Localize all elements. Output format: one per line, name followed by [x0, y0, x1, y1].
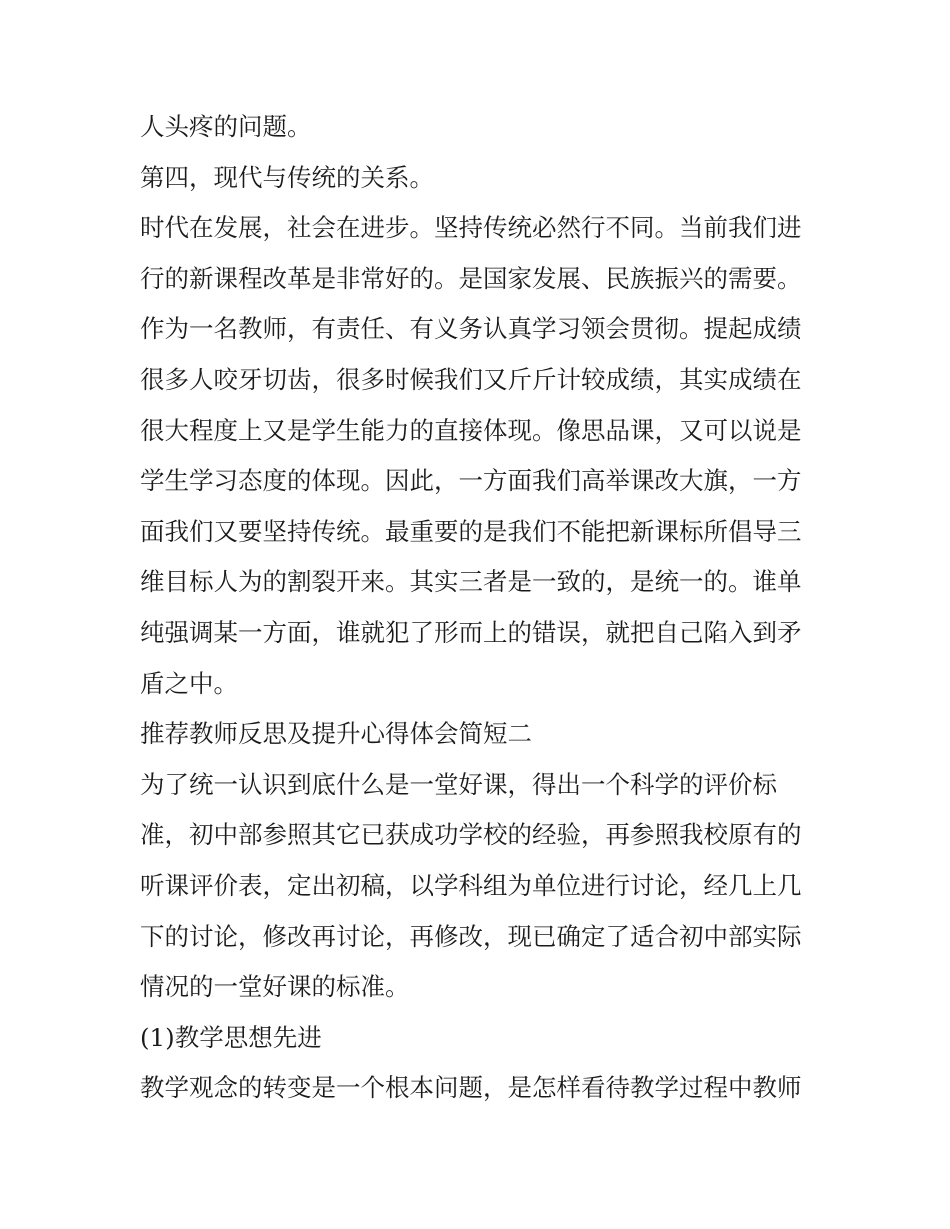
text-line: 情况的一堂好课的标准。 [140, 972, 410, 1002]
subsection-heading: (1)教学思想先进 [140, 1022, 322, 1052]
article-title: 推荐教师反思及提升心得体会简短二 [140, 719, 532, 749]
text-line: 纯强调某一方面，谁就犯了形而上的错误，就把自己陷入到矛 [140, 617, 802, 647]
text-line: 行的新课程改革是非常好的。是国家发展、民族振兴的需要。 [140, 263, 802, 293]
section-heading: 第四，现代与传统的关系。 [140, 162, 434, 192]
text-line: 为了统一认识到底什么是一堂好课，得出一个科学的评价标 [140, 769, 777, 799]
text-line: 很多人咬牙切齿，很多时候我们又斤斤计较成绩，其实成绩在 [140, 364, 802, 394]
text-line: 面我们又要坚持传统。最重要的是我们不能把新课标所倡导三 [140, 516, 802, 546]
text-line: 很大程度上又是学生能力的直接体现。像思品课，又可以说是 [140, 415, 802, 445]
text-line: 维目标人为的割裂开来。其实三者是一致的，是统一的。谁单 [140, 567, 802, 597]
text-line: 盾之中。 [140, 668, 238, 698]
document-body [140, 102, 820, 1114]
text-line: 学生学习态度的体现。因此，一方面我们高举课改大旗，一方 [140, 466, 802, 496]
text-line: 准，初中部参照其它已获成功学校的经验，再参照我校原有的 [140, 820, 802, 850]
text-line: 听课评价表，定出初稿，以学科组为单位进行讨论，经几上几 [140, 870, 802, 900]
text-line: 教学观念的转变是一个根本问题，是怎样看待教学过程中教师 [140, 1073, 802, 1103]
text-line: 人头疼的问题。 [140, 112, 312, 141]
text-line: 时代在发展，社会在进步。坚持传统必然行不同。当前我们进 [140, 213, 802, 243]
text-line: 下的讨论，修改再讨论，再修改，现已确定了适合初中部实际 [140, 921, 802, 951]
text-line: 作为一名教师，有责任、有义务认真学习领会贯彻。提起成绩 [140, 314, 802, 344]
